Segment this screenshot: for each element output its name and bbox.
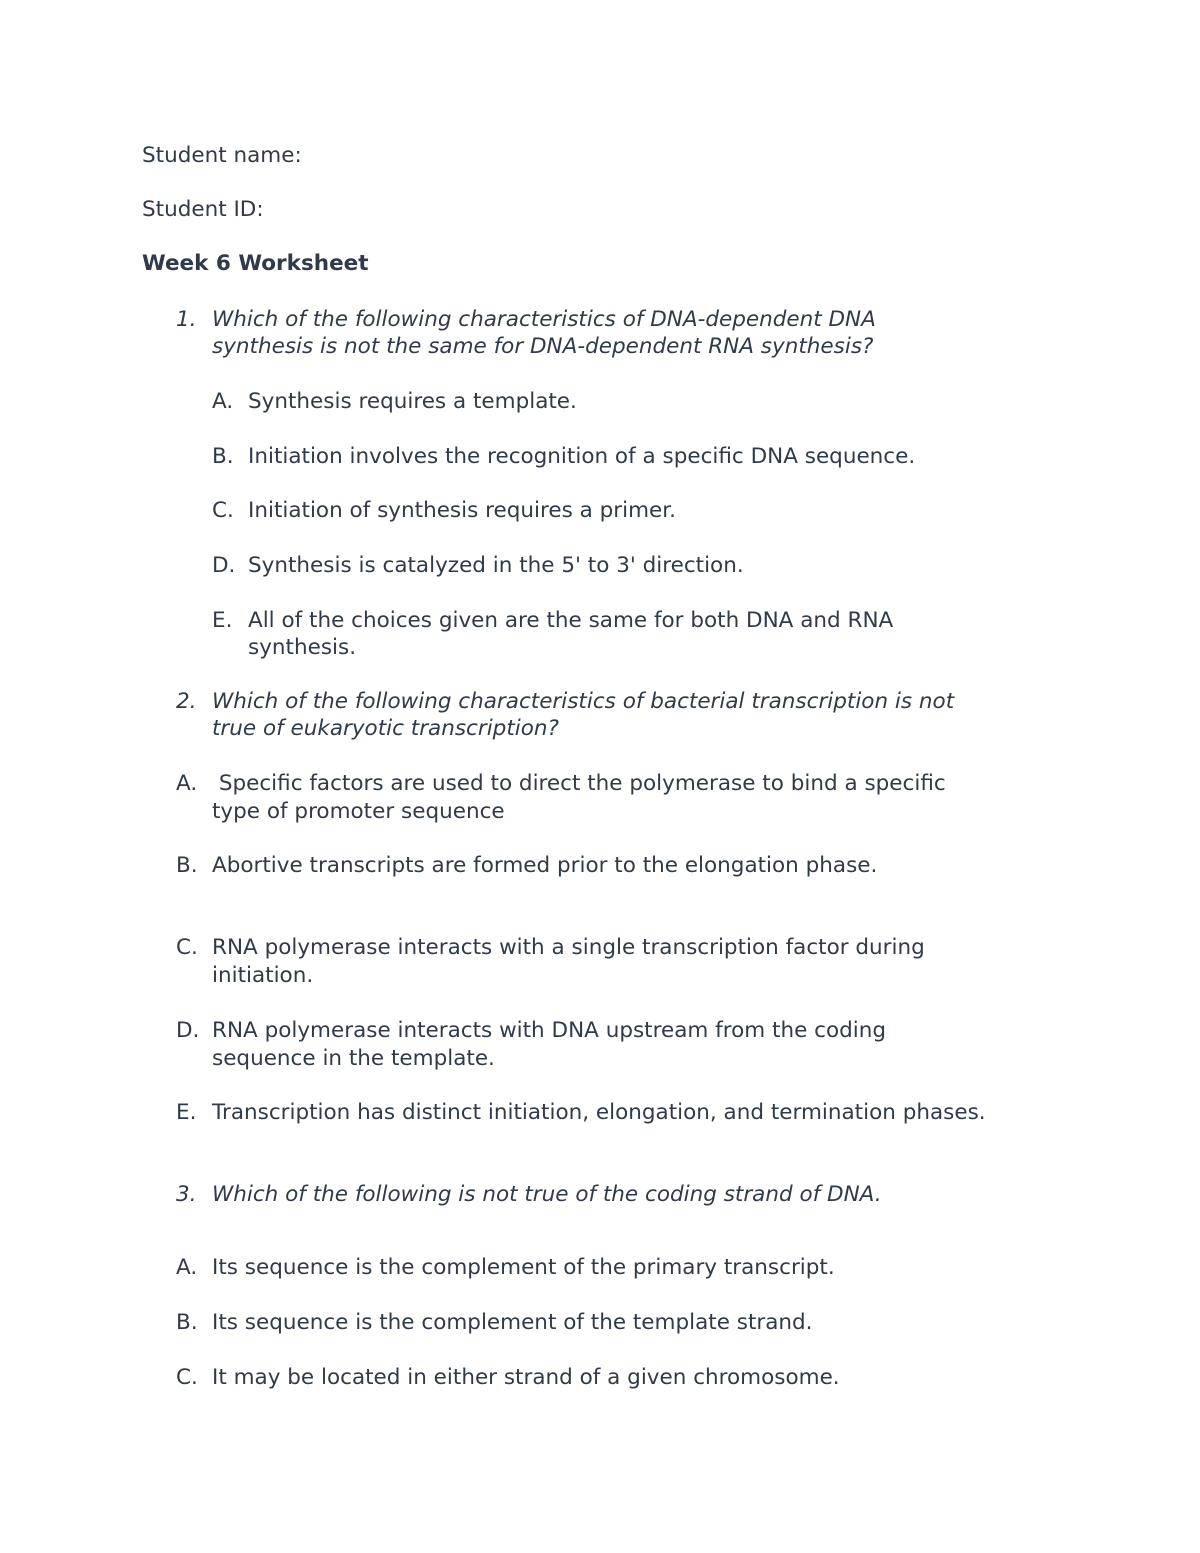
option-letter: D. <box>212 553 236 578</box>
option-text: Its sequence is the complement of the template strand. <box>212 1310 813 1335</box>
option-letter: C. <box>176 935 198 960</box>
option-text: RNA polymerase interacts with a single transcription factor during <box>212 935 925 960</box>
worksheet-title: Week 6 Worksheet <box>142 251 369 276</box>
option-text: Its sequence is the complement of the primary transcript. <box>212 1255 835 1280</box>
question-number: 1. <box>176 307 197 332</box>
question-text: true of eukaryotic transcription? <box>212 716 559 741</box>
question-number: 2. <box>176 689 197 714</box>
option-text: Initiation involves the recognition of a specific DNA sequence. <box>248 444 916 469</box>
question-number: 3. <box>176 1182 197 1207</box>
option-letter: A. <box>212 389 234 414</box>
option-text: All of the choices given are the same for both DNA and RNA <box>248 608 894 633</box>
option-text: type of promoter sequence <box>212 799 505 824</box>
option-text: synthesis. <box>248 635 357 660</box>
option-text: sequence in the template. <box>212 1046 495 1071</box>
option-letter: E. <box>176 1100 197 1125</box>
option-letter: C. <box>176 1365 198 1390</box>
option-letter: B. <box>176 1310 198 1335</box>
student-name-label: Student name: <box>142 143 302 168</box>
option-letter: D. <box>176 1018 200 1043</box>
option-text: initiation. <box>212 963 314 988</box>
student-id-label: Student ID: <box>142 197 264 222</box>
option-text: It may be located in either strand of a given chromosome. <box>212 1365 840 1390</box>
option-text: Synthesis requires a template. <box>248 389 577 414</box>
option-letter: B. <box>212 444 234 469</box>
option-letter: B. <box>176 853 198 878</box>
option-letter: A. <box>176 771 198 796</box>
option-text: Initiation of synthesis requires a primer. <box>248 498 676 523</box>
option-text: Abortive transcripts are formed prior to the elongation phase. <box>212 853 878 878</box>
option-text: Transcription has distinct initiation, elongation, and termination phases. <box>212 1100 986 1125</box>
option-letter: C. <box>212 498 234 523</box>
question-text: synthesis is not the same for DNA-dependent RNA synthesis? <box>212 334 874 359</box>
question-text: Which of the following characteristics of DNA-dependent DNA <box>212 307 876 332</box>
option-letter: A. <box>176 1255 198 1280</box>
question-text: Which of the following characteristics of bacterial transcription is not <box>212 689 955 714</box>
option-text: Specific factors are used to direct the polymerase to bind a specific <box>212 771 946 796</box>
question-text: Which of the following is not true of the coding strand of DNA. <box>212 1182 882 1207</box>
option-text: Synthesis is catalyzed in the 5' to 3' direction. <box>248 553 744 578</box>
option-letter: E. <box>212 608 233 633</box>
option-text: RNA polymerase interacts with DNA upstream from the coding <box>212 1018 887 1043</box>
